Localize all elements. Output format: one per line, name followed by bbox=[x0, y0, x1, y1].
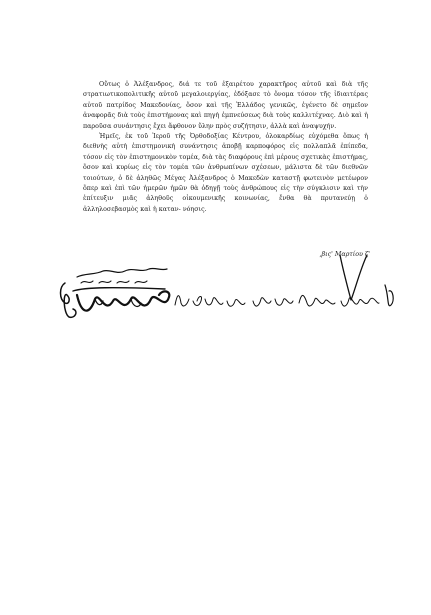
letter-body bbox=[83, 80, 368, 215]
signature-graphic bbox=[55, 225, 400, 320]
paragraph-2: Ἡμεῖς, ἐκ τοῦ Ἱεροῦ τῆς Ὀρθοδοξίας Κέντρου, ὁλοκαρδίως εὐχόμεθα ὅπως ἡ διεθνὴς αὐτὴ ἐπιστημονικὴ συνάντησις ἀποβῇ καρποφόρος εἰς πολλαπλᾶ ἐπίπεδα, τόσον εἰς τὸν ἐπιστημονικὸν τομέα, διὰ τὰς διαφόρους ἐπὶ μέρους σχετικὰς ἐπιστήμας, ὅσον καὶ κυρίως εἰς τὸν τομέα τῶν ἀνθρωπίνων σχέσεων, μάλιστα δὲ τῶν διεθνῶν τοιούτων, ὁ δὲ ἀληθῶς Μέγας Ἀλέξανδρος ὁ Μακεδὼν καταστῇ φωτεινὸν μετέωρον ὅπερ καὶ ἐπὶ τῶν ἡμερῶν ἡμῶν θὰ ὁδηγῇ τοὺς ἀνθρώπους εἰς τὴν σύγκλισιν καὶ τὴν ἐπίτευξιν μιᾶς ἀληθοῦς οἰκουμενικῆς κοινωνίας, ἔνθα θὰ πρυτανεύῃ ὁ ἀλληλοσεβασμὸς καὶ ἡ καταν- νόησις. bbox=[83, 133, 368, 213]
signature bbox=[55, 225, 400, 320]
paragraph-1: Οὕτως ὁ Ἀλέξανδρος, διά τε τοῦ ἐξαιρέτου χαρακτῆρος αὐτοῦ καὶ διὰ τῆς στρατιωτικοπολιτικῆς αὐτοῦ μεγαλοιεργίας, ἐδόξασε τὸ ὄνομα τόσον τῆς ἰδιαιτέρας αὐτοῦ πατρίδος Μακεδονίας, ὅσον καὶ τῆς Ἑλλάδος γενικῶς, ἐγένετο δὲ σημεῖον ἀναφορᾶς διὰ τοὺς ἐπιστήμονας καὶ πηγὴ ἐμπνεύσεως διὰ τοὺς καλλιτέχνας. Διὸ καὶ ἡ παροῦσα συνάντησις ἔχει ἄφθονον ὕλην πρὸς συζήτησιν, ἀλλὰ καὶ ἀναψυχήν. bbox=[83, 81, 368, 130]
date-line: ,βις' Μαρτίου ζ' bbox=[319, 251, 370, 258]
